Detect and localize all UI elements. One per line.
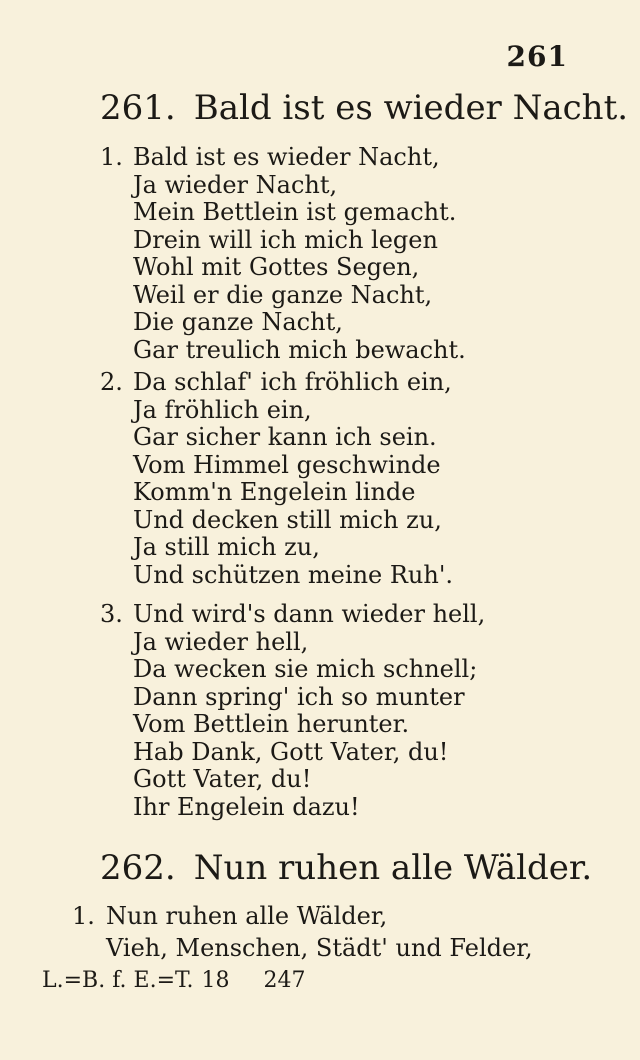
hymn-title: Nun ruhen alle Wälder. [193, 848, 593, 888]
verse-line: Wohl mit Gottes Segen, [133, 253, 420, 281]
verse-line: Und wird's dann wieder hell, [133, 600, 486, 628]
verse-line: Nun ruhen alle Wälder, [106, 902, 388, 930]
verse-line: Und decken still mich zu, [133, 505, 442, 534]
verse-line: Mein Bettlein ist gemacht. [133, 198, 457, 226]
verse-line: Die ganze Nacht, [133, 308, 343, 336]
hymn-number: 262. [100, 848, 176, 888]
verse-line: Vom Himmel geschwinde [133, 450, 441, 479]
verse-line: Ja wieder hell, [133, 627, 309, 656]
verse-line: Dann spring' ich so munter [133, 682, 465, 711]
hymn-262-heading [100, 848, 592, 888]
verse-line: Ja still mich zu, [133, 533, 320, 561]
verse-line: Drein will ich mich legen [133, 225, 438, 254]
verse-line: Vieh, Menschen, Städt' und Felder, [106, 934, 533, 962]
verse-number: 1. [72, 902, 95, 930]
verse-line: Gott Vater, du! [133, 765, 312, 793]
printer-signature: L.=B. f. E.=T. [42, 968, 194, 993]
verse-line: Und schützen meine Ruh'. [133, 560, 454, 589]
verse-line: Da wecken sie mich schnell; [133, 655, 478, 683]
hymn-261-heading [100, 88, 628, 128]
verse-line: Ja wieder Nacht, [133, 170, 338, 199]
verse-line: Da schlaf' ich fröhlich ein, [133, 368, 452, 396]
verse-number: 3. [100, 600, 123, 628]
hymn-number: 261. [100, 88, 176, 128]
verse-line: Vom Bettlein herunter. [133, 710, 410, 738]
verse-line: Ja fröhlich ein, [133, 395, 312, 424]
verse-line: Weil er die ganze Nacht, [133, 280, 433, 309]
hymn-title: Bald ist es wieder Nacht. [193, 88, 629, 128]
verse-line: Komm'n Engelein linde [133, 478, 416, 506]
verse-line: Gar sicher kann ich sein. [133, 423, 437, 451]
verse-line: Gar treulich mich bewacht. [133, 335, 466, 364]
verse-line: Hab Dank, Gott Vater, du! [133, 737, 449, 766]
verse-line: Ihr Engelein dazu! [133, 792, 360, 821]
page-number: 261 [506, 40, 568, 73]
verse-number: 2. [100, 368, 123, 396]
verse-line: Bald ist es wieder Nacht, [133, 143, 440, 171]
signature-number: 18 [201, 968, 230, 993]
verse-number: 1. [100, 143, 123, 171]
footer [42, 968, 305, 993]
page-reference: 247 [263, 968, 306, 993]
